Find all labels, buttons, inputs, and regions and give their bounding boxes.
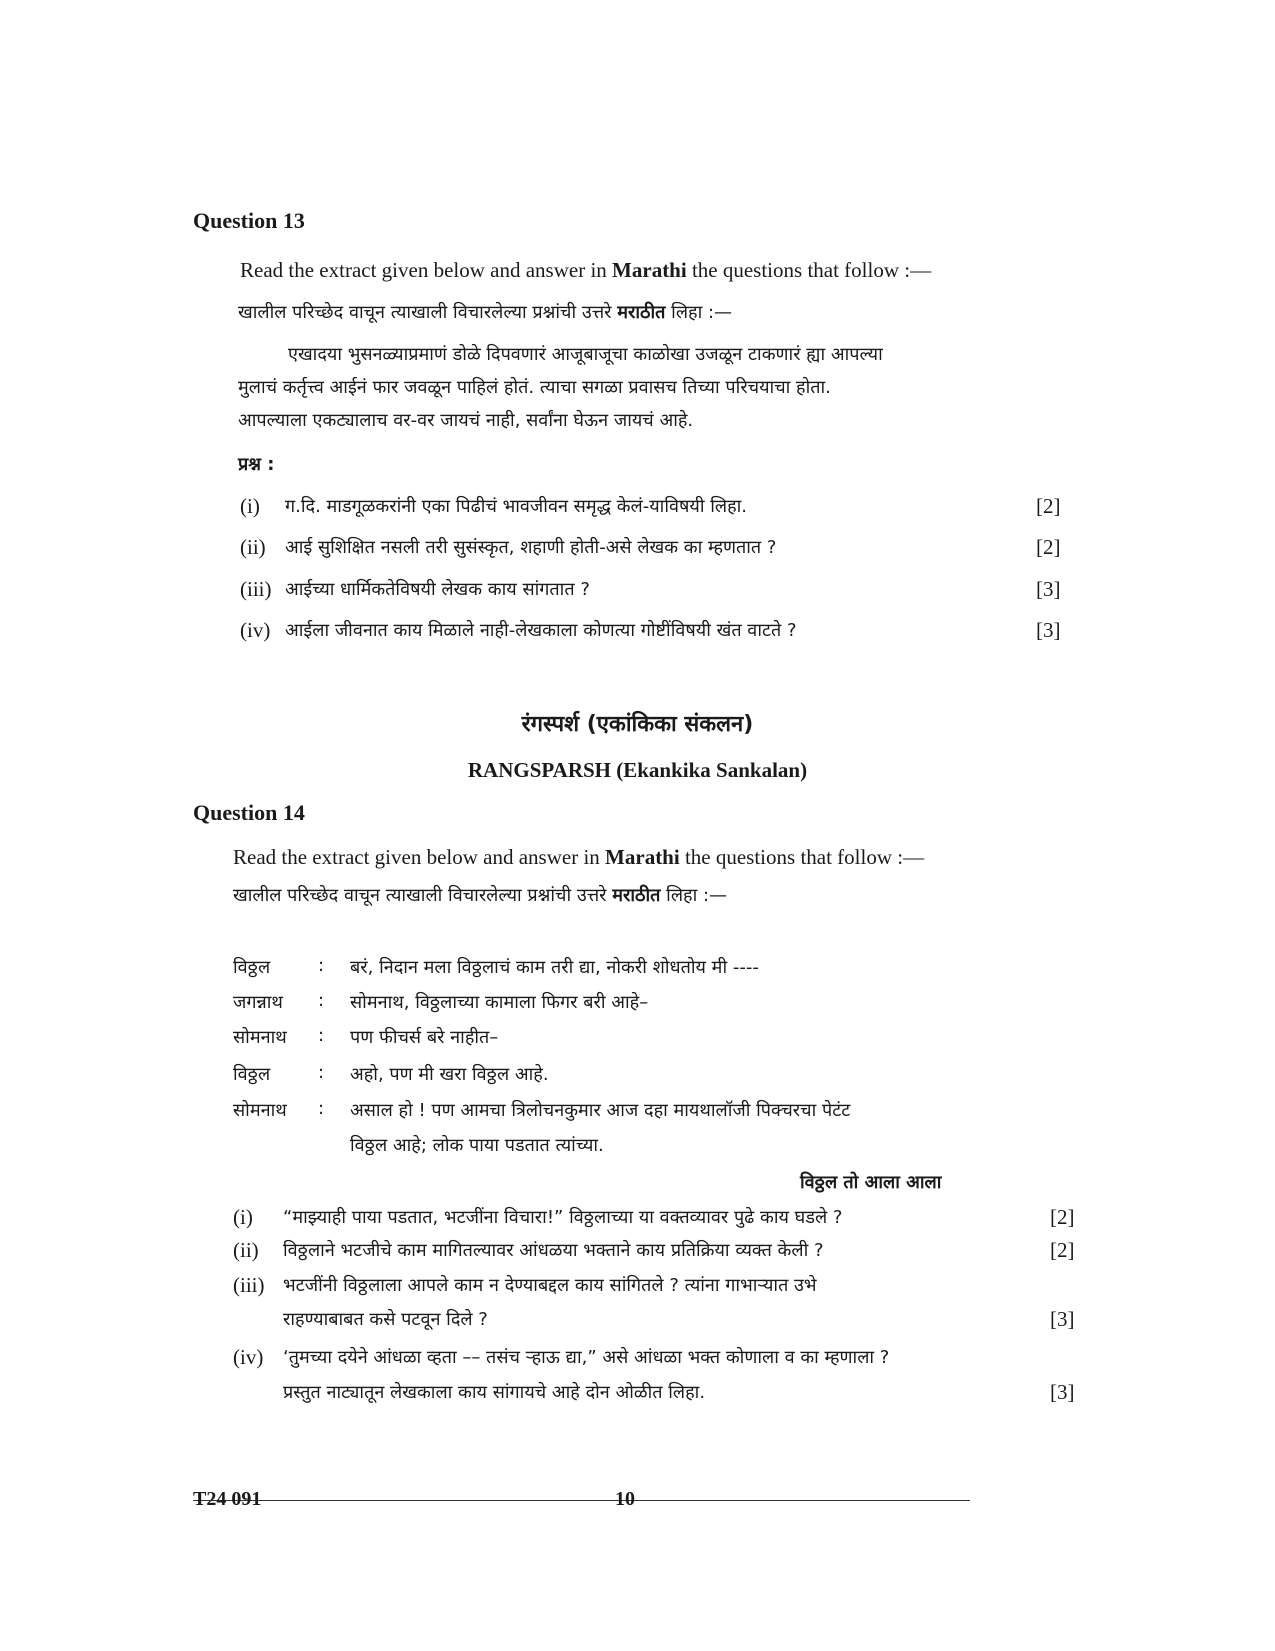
dialogue-line: सोमनाथ, विठ्ठलाच्या कामाला फिगर बरी आहे–: [350, 992, 649, 1013]
q13-q4-num: (iv): [240, 618, 271, 642]
dialogue-colon: :: [318, 955, 325, 976]
q13-extract-line-1: एखादया भुसनळ्याप्रमाणं डोळे दिपवणारं आजूबाजूचा काळोखा उजळून टाकणारं ह्या आपल्या: [288, 344, 883, 365]
q13-q1-text: ग.दि. माडगूळकरांनी एका पिढीचं भावजीवन समृद्ध केलं-याविषयी लिहा.: [285, 496, 748, 517]
q14-q2-text: विठ्ठलाने भटजीचे काम मागितल्यावर आंधळया भक्ताने काय प्रतिक्रिया व्यक्त केली ?: [283, 1240, 824, 1261]
q14-q4-num: (iv): [233, 1345, 264, 1369]
q13-instruction-mr: खालील परिच्छेद वाचून त्याखाली विचारलेल्या प्रश्नांची उत्तरे मराठीत लिहा :—: [238, 302, 733, 323]
dialogue-colon: :: [318, 1062, 325, 1083]
q13-q4-text: आईला जीवनात काय मिळाले नाही-लेखकाला कोणत्या गोष्टींविषयी खंत वाटते ?: [285, 620, 797, 641]
q14-q4-text-line2: प्रस्तुत नाट्यातून लेखकाला काय सांगायचे आहे दोन ओळीत लिहा.: [283, 1382, 706, 1403]
q14-instruction-mr: खालील परिच्छेद वाचून त्याखाली विचारलेल्या प्रश्नांची उत्तरे मराठीत लिहा :—: [233, 885, 728, 906]
q14-q2-marks: [2]: [1050, 1238, 1075, 1262]
footer-divider: [193, 1500, 970, 1501]
dialogue-colon: :: [318, 1098, 325, 1119]
q13-q3-text: आईच्या धार्मिकतेविषयी लेखक काय सांगतात ?: [285, 579, 590, 600]
dialogue-colon: :: [318, 990, 325, 1011]
dialogue-speaker: सोमनाथ: [233, 1100, 287, 1121]
q14-q1-marks: [2]: [1050, 1205, 1075, 1229]
dialogue-line: बरं, निदान मला विठ्ठलाचं काम तरी द्या, नोकरी शोधतोय मी ----: [350, 957, 759, 978]
dialogue-speaker: जगन्नाथ: [233, 992, 283, 1013]
q14-q1-num: (i): [233, 1205, 253, 1229]
dialogue-line: अहो, पण मी खरा विठ्ठल आहे.: [350, 1064, 549, 1085]
q13-q2-text: आई सुशिक्षित नसली तरी सुसंस्कृत, शहाणी होती-असे लेखक का म्हणतात ?: [285, 537, 777, 558]
dialogue-speaker: सोमनाथ: [233, 1027, 287, 1048]
question-14-heading: Question 14: [193, 800, 305, 825]
q13-extract-line-3: आपल्याला एकट्यालाच वर-वर जायचं नाही, सर्वांना घेऊन जायचं आहे.: [238, 410, 694, 431]
section-title-marathi: रंगस्पर्श (एकांकिका संकलन): [521, 712, 754, 737]
stage-song-line: विठ्ठल तो आला आला: [800, 1172, 942, 1193]
q13-q4-marks: [3]: [1036, 618, 1061, 642]
q14-q3-marks: [3]: [1050, 1307, 1075, 1331]
dialogue-line-continuation: विठ्ठल आहे; लोक पाया पडतात त्यांच्या.: [350, 1135, 604, 1156]
q13-q3-num: (iii): [240, 577, 272, 601]
q13-q3-marks: [3]: [1036, 577, 1061, 601]
q14-q4-marks: [3]: [1050, 1380, 1075, 1404]
q13-extract-line-2: मुलाचं कर्तृत्त्व आईनं फार जवळून पाहिलं होतं. त्याचा सगळा प्रवासच तिच्या परिचयाचा होता.: [238, 377, 831, 398]
footer-paper-code: T24 091: [193, 1488, 262, 1510]
q13-q1-marks: [2]: [1036, 494, 1061, 518]
q14-q4-text: ‘तुमच्या दयेने आंधळा व्हता –– तसंच ऱ्हाऊ द्या,” असे आंधळा भक्त कोणाला व का म्हणाला ?: [283, 1347, 890, 1368]
q14-q3-num: (iii): [233, 1273, 265, 1297]
section-title-english: RANGSPARSH (Ekankika Sankalan): [467, 758, 808, 782]
q14-q2-num: (ii): [233, 1238, 259, 1262]
q13-q2-marks: [2]: [1036, 535, 1061, 559]
dialogue-line: पण फीचर्स बरे नाहीत–: [350, 1027, 499, 1048]
dialogue-line: असाल हो ! पण आमचा त्रिलोचनकुमार आज दहा मायथालॉजी पिक्चरचा पेटंट: [350, 1100, 851, 1121]
q14-q3-text: भटजींनी विठ्ठलाला आपले काम न देण्याबद्दल काय सांगितले ? त्यांना गाभाऱ्यात उभे: [283, 1275, 817, 1296]
question-13-heading: Question 13: [193, 208, 305, 233]
q14-q1-text: “माझ्याही पाया पडतात, भटजींना विचारा!” विठ्ठलाच्या या वक्तव्यावर पुढे काय घडले ?: [283, 1207, 843, 1228]
dialogue-speaker: विठ्ठल: [233, 957, 271, 978]
q13-q2-num: (ii): [240, 535, 266, 559]
q13-prashna-label: प्रश्न :: [238, 454, 275, 475]
q14-q3-text-line2: राहण्याबाबत कसे पटवून दिले ?: [283, 1309, 488, 1330]
dialogue-speaker: विठ्ठल: [233, 1064, 271, 1085]
q14-instruction-en: Read the extract given below and answer in Marathi the questions that follow :—: [233, 845, 925, 869]
footer-page-number: 10: [615, 1488, 635, 1510]
q13-q1-num: (i): [240, 494, 260, 518]
q13-instruction-en: Read the extract given below and answer in Marathi the questions that follow :—: [240, 258, 932, 282]
dialogue-colon: :: [318, 1025, 325, 1046]
